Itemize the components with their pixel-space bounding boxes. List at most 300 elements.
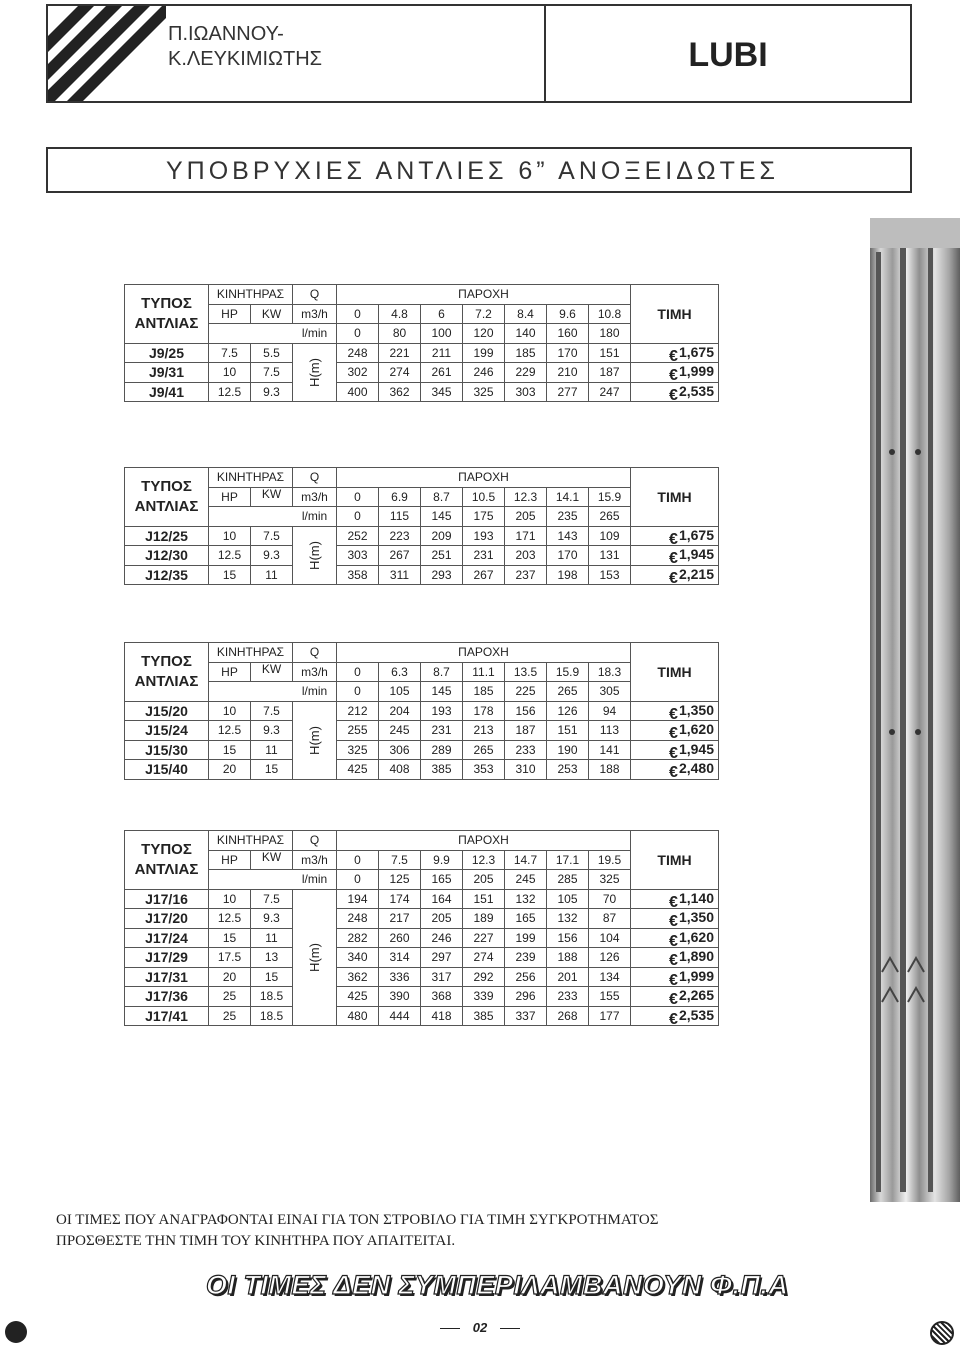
- price-value: 2,535: [678, 1006, 714, 1023]
- model-cell: J9/25: [125, 343, 209, 363]
- euro-icon: €: [669, 893, 678, 911]
- lmin-label: l/min: [293, 324, 337, 344]
- kw-label: KW: [261, 486, 282, 501]
- head-cell: 104: [589, 928, 631, 948]
- type-label: ΤΥΠΟΣ: [141, 294, 192, 312]
- kw-cell: 7.5: [251, 363, 293, 383]
- model-cell: J15/20: [125, 701, 209, 721]
- hp-header: HP: [209, 304, 251, 324]
- q-header: Q: [293, 468, 337, 488]
- head-cell: 87: [589, 909, 631, 929]
- price-cell: [631, 760, 719, 780]
- blank-cell: [209, 324, 293, 344]
- type-header: [125, 285, 209, 344]
- flow-lmin-cell: 235: [547, 507, 589, 527]
- head-cell: 274: [463, 948, 505, 968]
- euro-icon: €: [669, 913, 678, 931]
- head-label: H(m): [306, 540, 322, 570]
- head-cell: 190: [547, 740, 589, 760]
- flow-m3h-cell: 12.3: [505, 487, 547, 507]
- kw-label: KW: [261, 849, 282, 864]
- flow-m3h-cell: 0: [337, 850, 379, 870]
- registration-mark-icon: [930, 1321, 954, 1345]
- head-cell: 368: [421, 987, 463, 1007]
- head-cell: 245: [379, 721, 421, 741]
- price-cell: [631, 721, 719, 741]
- head-cell: 260: [379, 928, 421, 948]
- euro-icon: €: [669, 569, 678, 587]
- q-header: Q: [293, 831, 337, 851]
- price-cell: [631, 928, 719, 948]
- head-cell: 210: [547, 363, 589, 383]
- price-note: [56, 1210, 658, 1252]
- kw-cell: 11: [251, 740, 293, 760]
- hp-cell: 10: [209, 701, 251, 721]
- flow-m3h-cell: 11.1: [463, 662, 505, 682]
- price-cell: [631, 565, 719, 585]
- head-cell: 209: [421, 526, 463, 546]
- head-cell: 292: [463, 967, 505, 987]
- head-cell: 153: [589, 565, 631, 585]
- head-cell: 94: [589, 701, 631, 721]
- head-cell: 233: [505, 740, 547, 760]
- flow-m3h-cell: 10.5: [463, 487, 505, 507]
- price-value: 1,999: [678, 363, 714, 380]
- blank-cell: [209, 682, 293, 702]
- head-cell: 339: [463, 987, 505, 1007]
- flow-lmin-cell: 245: [505, 870, 547, 890]
- motor-header: ΚΙΝΗΤΗΡΑΣ: [209, 285, 293, 305]
- lmin-label: l/min: [293, 682, 337, 702]
- head-cell: 156: [547, 928, 589, 948]
- hp-cell: 17.5: [209, 948, 251, 968]
- flow-m3h-cell: 14.1: [547, 487, 589, 507]
- head-cell: 418: [421, 1006, 463, 1026]
- kw-cell: 7.5: [251, 526, 293, 546]
- price-note-line-1: ΟΙ ΤΙΜΕΣ ΠΟΥ ΑΝΑΓΡΑΦΟΝΤΑΙ ΕΙΝΑΙ ΓΙΑ ΤΟΝ ΣΤΡΟΒΙΛΟ ΓΙΑ ΤΙΜΗ ΣΥΓΚΡΟΤΗΜΑΤΟΣ: [56, 1212, 659, 1228]
- flow-lmin-cell: 105: [379, 682, 421, 702]
- flow-m3h-cell: 14.7: [505, 850, 547, 870]
- head-cell: 306: [379, 740, 421, 760]
- euro-icon: €: [669, 550, 678, 568]
- kw-header: [251, 850, 293, 870]
- head-cell: 302: [337, 363, 379, 383]
- head-cell: 425: [337, 760, 379, 780]
- flow-m3h-cell: 0: [337, 662, 379, 682]
- head-cell: 390: [379, 987, 421, 1007]
- kw-label: KW: [261, 661, 282, 676]
- flow-lmin-cell: 205: [463, 870, 505, 890]
- pump-label: ΑΝΤΛΙΑΣ: [134, 314, 199, 332]
- head-cell: 246: [463, 363, 505, 383]
- price-value: 1,945: [678, 546, 714, 563]
- price-value: 1,140: [678, 889, 714, 906]
- flow-lmin-cell: 80: [379, 324, 421, 344]
- price-cell: [631, 740, 719, 760]
- spec-table-j9: [124, 284, 719, 402]
- head-cell: 400: [337, 382, 379, 402]
- flow-lmin-cell: 305: [589, 682, 631, 702]
- price-cell: [631, 526, 719, 546]
- hp-header: HP: [209, 850, 251, 870]
- head-label-cell: [293, 889, 337, 1026]
- brand-box: [544, 6, 910, 101]
- table-row: [125, 546, 719, 566]
- head-cell: 141: [589, 740, 631, 760]
- q-header: Q: [293, 643, 337, 663]
- hp-cell: 10: [209, 889, 251, 909]
- head-cell: 205: [421, 909, 463, 929]
- price-value: 1,999: [678, 967, 714, 984]
- hp-cell: 15: [209, 928, 251, 948]
- flow-lmin-cell: 185: [463, 682, 505, 702]
- head-cell: 408: [379, 760, 421, 780]
- flow-m3h-cell: 15.9: [547, 662, 589, 682]
- hp-cell: 12.5: [209, 721, 251, 741]
- head-cell: 265: [463, 740, 505, 760]
- head-cell: 385: [421, 760, 463, 780]
- price-value: 1,675: [678, 343, 714, 360]
- head-cell: 296: [505, 987, 547, 1007]
- motor-header: ΚΙΝΗΤΗΡΑΣ: [209, 468, 293, 488]
- spec-table-j12: [124, 467, 719, 585]
- kw-cell: 11: [251, 928, 293, 948]
- head-cell: 185: [505, 343, 547, 363]
- head-cell: 204: [379, 701, 421, 721]
- type-label: ΤΥΠΟΣ: [141, 652, 192, 670]
- flow-lmin-cell: 265: [589, 507, 631, 527]
- model-cell: J9/41: [125, 382, 209, 402]
- head-cell: 212: [337, 701, 379, 721]
- head-cell: 188: [547, 948, 589, 968]
- head-cell: 345: [421, 382, 463, 402]
- price-cell: [631, 701, 719, 721]
- head-cell: 126: [547, 701, 589, 721]
- company-name: [168, 22, 322, 72]
- head-cell: 193: [421, 701, 463, 721]
- kw-cell: 18.5: [251, 987, 293, 1007]
- head-cell: 174: [379, 889, 421, 909]
- price-cell: [631, 889, 719, 909]
- head-cell: 248: [337, 343, 379, 363]
- pump-label: ΑΝΤΛΙΑΣ: [134, 672, 199, 690]
- price-value: 2,265: [678, 987, 714, 1004]
- head-cell: 178: [463, 701, 505, 721]
- head-cell: 132: [505, 889, 547, 909]
- head-cell: 282: [337, 928, 379, 948]
- flow-lmin-cell: 140: [505, 324, 547, 344]
- company-line-1: Π.ΙΩΑΝΝΟΥ-: [168, 23, 284, 45]
- kw-cell: 9.3: [251, 721, 293, 741]
- price-header: ΤΙΜΗ: [631, 643, 719, 702]
- price-value: 2,480: [678, 760, 714, 777]
- page-title: ΥΠΟΒΡΥΧΙΕΣ ΑΝΤΛΙΕΣ 6” ΑΝΟΞΕΙΔΩΤΕΣ: [166, 157, 780, 185]
- head-cell: 134: [589, 967, 631, 987]
- model-cell: J17/16: [125, 889, 209, 909]
- submersible-pump-image: [862, 212, 960, 1202]
- head-cell: 362: [337, 967, 379, 987]
- table-row: [125, 1006, 719, 1026]
- head-cell: 188: [589, 760, 631, 780]
- head-cell: 156: [505, 701, 547, 721]
- head-cell: 187: [505, 721, 547, 741]
- price-note-line-2: ΠΡΟΣΘΕΣΤΕ ΤΗΝ ΤΙΜΗ ΤΟΥ ΚΙΝΗΤΗΡΑ ΠΟΥ ΑΠΑΙΤΕΙΤΑΙ.: [56, 1233, 456, 1249]
- head-cell: 165: [505, 909, 547, 929]
- flow-lmin-cell: 180: [589, 324, 631, 344]
- head-cell: 170: [547, 343, 589, 363]
- m3h-label: m3/h: [293, 662, 337, 682]
- kw-header: [251, 487, 293, 507]
- head-cell: 170: [547, 546, 589, 566]
- table-row: [125, 363, 719, 383]
- price-value: 1,350: [678, 701, 714, 718]
- head-cell: 289: [421, 740, 463, 760]
- table-row: [125, 967, 719, 987]
- head-cell: 255: [337, 721, 379, 741]
- price-header: ΤΙΜΗ: [631, 831, 719, 890]
- flow-m3h-cell: 8.7: [421, 662, 463, 682]
- head-cell: 362: [379, 382, 421, 402]
- head-cell: 227: [463, 928, 505, 948]
- kw-cell: 15: [251, 760, 293, 780]
- head-cell: 132: [547, 909, 589, 929]
- flow-m3h-cell: 6.3: [379, 662, 421, 682]
- head-cell: 231: [421, 721, 463, 741]
- head-cell: 267: [463, 565, 505, 585]
- head-cell: 151: [589, 343, 631, 363]
- table-row: [125, 701, 719, 721]
- head-cell: 237: [505, 565, 547, 585]
- head-cell: 171: [505, 526, 547, 546]
- table-row: [125, 740, 719, 760]
- flow-lmin-cell: 100: [421, 324, 463, 344]
- head-cell: 261: [421, 363, 463, 383]
- head-cell: 151: [463, 889, 505, 909]
- euro-icon: €: [669, 932, 678, 950]
- model-cell: J15/30: [125, 740, 209, 760]
- head-cell: 155: [589, 987, 631, 1007]
- pump-label: ΑΝΤΛΙΑΣ: [134, 860, 199, 878]
- m3h-label: m3/h: [293, 850, 337, 870]
- lmin-label: l/min: [293, 870, 337, 890]
- model-cell: J17/24: [125, 928, 209, 948]
- euro-icon: €: [669, 764, 678, 782]
- spec-table-j15: [124, 642, 719, 780]
- hp-header: HP: [209, 662, 251, 682]
- flow-m3h-cell: 7.2: [463, 304, 505, 324]
- m3h-label: m3/h: [293, 304, 337, 324]
- kw-cell: 9.3: [251, 546, 293, 566]
- kw-cell: 9.3: [251, 382, 293, 402]
- type-header: [125, 468, 209, 527]
- head-cell: 164: [421, 889, 463, 909]
- head-cell: 233: [547, 987, 589, 1007]
- head-cell: 221: [379, 343, 421, 363]
- head-label: H(m): [306, 357, 322, 387]
- kw-cell: 5.5: [251, 343, 293, 363]
- head-cell: 268: [547, 1006, 589, 1026]
- kw-cell: 18.5: [251, 1006, 293, 1026]
- flow-lmin-cell: 0: [337, 870, 379, 890]
- price-cell: [631, 987, 719, 1007]
- head-label: H(m): [306, 725, 322, 755]
- head-cell: 198: [547, 565, 589, 585]
- head-cell: 113: [589, 721, 631, 741]
- head-cell: 385: [463, 1006, 505, 1026]
- table-row: [125, 382, 719, 402]
- flow-lmin-cell: 0: [337, 682, 379, 702]
- head-cell: 358: [337, 565, 379, 585]
- price-value: 2,215: [678, 565, 714, 582]
- company-area: [48, 6, 544, 101]
- model-cell: J17/20: [125, 909, 209, 929]
- flow-lmin-cell: 265: [547, 682, 589, 702]
- model-cell: J12/35: [125, 565, 209, 585]
- flow-lmin-cell: 285: [547, 870, 589, 890]
- hp-cell: 25: [209, 1006, 251, 1026]
- head-cell: 201: [547, 967, 589, 987]
- table-row: [125, 526, 719, 546]
- euro-icon: €: [669, 991, 678, 1009]
- flow-lmin-cell: 160: [547, 324, 589, 344]
- head-cell: 303: [337, 546, 379, 566]
- flow-lmin-cell: 145: [421, 507, 463, 527]
- euro-icon: €: [669, 530, 678, 548]
- head-cell: 194: [337, 889, 379, 909]
- kw-header: KW: [251, 304, 293, 324]
- head-cell: 109: [589, 526, 631, 546]
- price-value: 1,620: [678, 928, 714, 945]
- head-cell: 151: [547, 721, 589, 741]
- kw-cell: 15: [251, 967, 293, 987]
- table-row: [125, 889, 719, 909]
- head-cell: 325: [337, 740, 379, 760]
- head-cell: 217: [379, 909, 421, 929]
- hp-cell: 20: [209, 760, 251, 780]
- type-header: [125, 643, 209, 702]
- flow-lmin-cell: 145: [421, 682, 463, 702]
- vat-notice: ΟΙ ΤΙΜΕΣ ΔΕΝ ΣΥΜΠΕΡΙΛΑΜΒΑΝΟΥΝ Φ.Π.Α: [206, 1270, 789, 1300]
- flow-m3h-cell: 12.3: [463, 850, 505, 870]
- flow-lmin-cell: 120: [463, 324, 505, 344]
- flow-m3h-cell: 9.6: [547, 304, 589, 324]
- flow-m3h-cell: 7.5: [379, 850, 421, 870]
- head-cell: 252: [337, 526, 379, 546]
- flow-m3h-cell: 17.1: [547, 850, 589, 870]
- head-cell: 253: [547, 760, 589, 780]
- head-cell: 297: [421, 948, 463, 968]
- flow-header: ΠΑΡΟΧΗ: [337, 468, 631, 488]
- flow-m3h-cell: 8.7: [421, 487, 463, 507]
- flow-m3h-cell: 6.9: [379, 487, 421, 507]
- euro-icon: €: [669, 386, 678, 404]
- head-cell: 277: [547, 382, 589, 402]
- head-cell: 247: [589, 382, 631, 402]
- euro-icon: €: [669, 1010, 678, 1028]
- lmin-label: l/min: [293, 507, 337, 527]
- head-cell: 325: [463, 382, 505, 402]
- price-header: ΤΙΜΗ: [631, 285, 719, 344]
- type-label: ΤΥΠΟΣ: [141, 840, 192, 858]
- price-header: ΤΙΜΗ: [631, 468, 719, 527]
- head-cell: 105: [547, 889, 589, 909]
- spec-table-j17: [124, 830, 719, 1026]
- hp-cell: 15: [209, 565, 251, 585]
- head-cell: 203: [505, 546, 547, 566]
- head-cell: 480: [337, 1006, 379, 1026]
- head-cell: 311: [379, 565, 421, 585]
- flow-m3h-cell: 10.8: [589, 304, 631, 324]
- price-cell: [631, 546, 719, 566]
- brand-name: LUBI: [688, 36, 768, 74]
- euro-icon: €: [669, 744, 678, 762]
- flow-lmin-cell: 0: [337, 507, 379, 527]
- head-cell: 337: [505, 1006, 547, 1026]
- price-value: 1,675: [678, 526, 714, 543]
- head-label-cell: [293, 526, 337, 585]
- head-cell: 143: [547, 526, 589, 546]
- head-cell: 213: [463, 721, 505, 741]
- flow-header: ΠΑΡΟΧΗ: [337, 643, 631, 663]
- model-cell: J9/31: [125, 363, 209, 383]
- euro-icon: €: [669, 971, 678, 989]
- model-cell: J17/41: [125, 1006, 209, 1026]
- table-row: [125, 928, 719, 948]
- flow-m3h-cell: 4.8: [379, 304, 421, 324]
- flow-m3h-cell: 9.9: [421, 850, 463, 870]
- head-cell: 229: [505, 363, 547, 383]
- euro-icon: €: [669, 367, 678, 385]
- kw-cell: 7.5: [251, 889, 293, 909]
- flow-lmin-cell: 125: [379, 870, 421, 890]
- price-cell: [631, 909, 719, 929]
- head-cell: 131: [589, 546, 631, 566]
- head-cell: 267: [379, 546, 421, 566]
- table-row: [125, 909, 719, 929]
- head-cell: 126: [589, 948, 631, 968]
- pump-label: ΑΝΤΛΙΑΣ: [134, 497, 199, 515]
- flow-m3h-cell: 15.9: [589, 487, 631, 507]
- flow-m3h-cell: 0: [337, 304, 379, 324]
- header-box: [46, 4, 912, 103]
- table-row: [125, 948, 719, 968]
- hp-cell: 12.5: [209, 546, 251, 566]
- flow-lmin-cell: 115: [379, 507, 421, 527]
- hp-cell: 7.5: [209, 343, 251, 363]
- flow-m3h-cell: 18.3: [589, 662, 631, 682]
- table-row: [125, 721, 719, 741]
- head-label-cell: [293, 701, 337, 779]
- head-cell: 353: [463, 760, 505, 780]
- kw-cell: 7.5: [251, 701, 293, 721]
- head-cell: 248: [337, 909, 379, 929]
- registration-mark-icon: [5, 1321, 27, 1343]
- euro-icon: €: [669, 347, 678, 365]
- model-cell: J17/29: [125, 948, 209, 968]
- head-cell: 274: [379, 363, 421, 383]
- model-cell: J12/25: [125, 526, 209, 546]
- model-cell: J15/40: [125, 760, 209, 780]
- head-cell: 70: [589, 889, 631, 909]
- kw-cell: 9.3: [251, 909, 293, 929]
- head-cell: 231: [463, 546, 505, 566]
- flow-lmin-cell: 225: [505, 682, 547, 702]
- price-cell: [631, 382, 719, 402]
- type-header: [125, 831, 209, 890]
- price-value: 2,535: [678, 382, 714, 399]
- motor-header: ΚΙΝΗΤΗΡΑΣ: [209, 643, 293, 663]
- table-row: [125, 343, 719, 363]
